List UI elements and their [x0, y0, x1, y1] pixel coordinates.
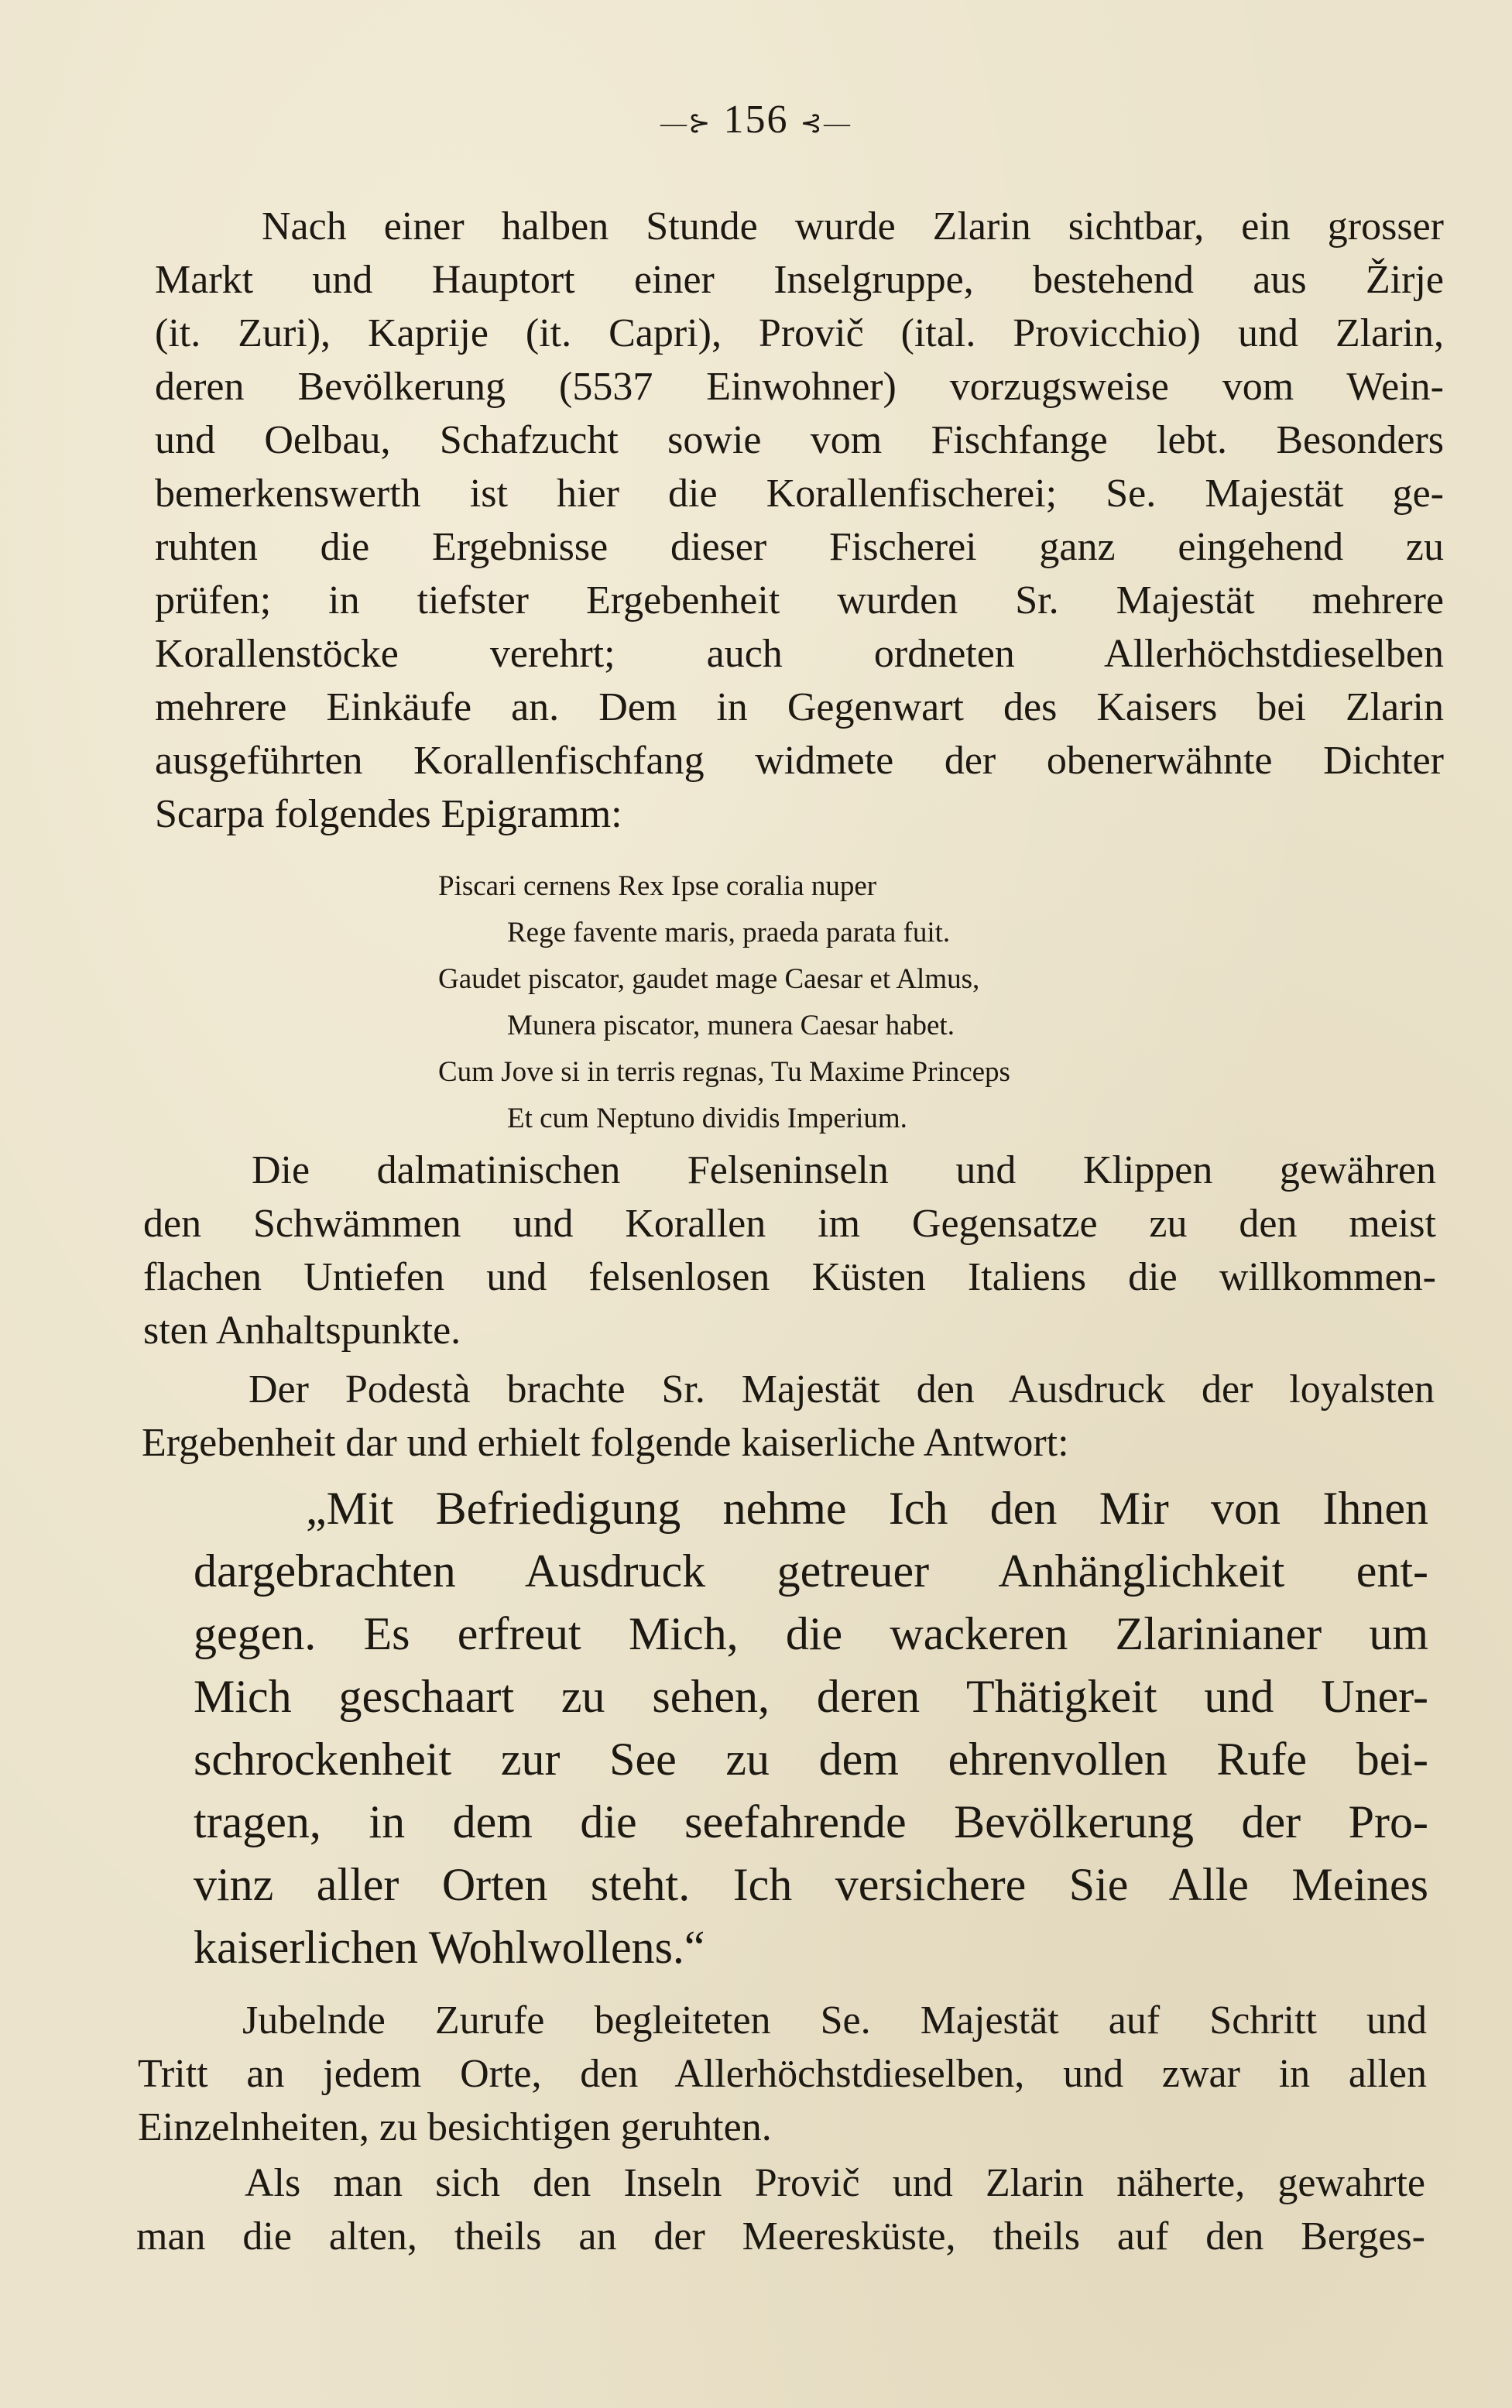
paragraph-1	[155, 200, 1444, 841]
text-line: Nach einer halben Stunde wurde Zlarin sichtbar, ein grosser	[262, 204, 1444, 249]
paragraph-5	[136, 2156, 1425, 2263]
poem-line: Munera piscator, munera Caesar habet.	[507, 1010, 955, 1041]
text-line: ruhten die Ergebnisse dieser Fischerei ganz eingehend zu	[155, 525, 1444, 569]
text-line: Korallenstöcke verehrt; auch ordneten Allerhöchstdieselben	[155, 632, 1444, 676]
header-ornament-left: —⊱	[660, 109, 712, 139]
imperial-reply	[194, 1477, 1428, 1979]
poem-line: Piscari cernens Rex Ipse coralia nuper	[438, 870, 877, 902]
page-number: 156	[723, 98, 789, 142]
text-line: deren Bevölkerung (5537 Einwohner) vorzugsweise vom Wein-	[155, 365, 1444, 409]
quote-line: vinz aller Orten steht. Ich versichere Sie Alle Meines	[194, 1859, 1428, 1910]
quote-line: Mich geschaart zu sehen, deren Thätigkeit und Uner-	[194, 1671, 1428, 1722]
poem-line: Cum Jove si in terris regnas, Tu Maxime Princeps	[438, 1056, 1010, 1088]
text-line: prüfen; in tiefster Ergebenheit wurden Sr. Majestät mehrere	[155, 578, 1444, 623]
quote-line: tragen, in dem die seefahrende Bevölkerung der Pro-	[194, 1796, 1428, 1847]
text-line: (it. Zuri), Kaprije (it. Capri), Provič (ital. Provicchio) und Zlarin,	[155, 311, 1444, 355]
text-line: Als man sich den Inseln Provič und Zlarin näherte, gewahrte	[245, 2161, 1425, 2205]
text-line: den Schwämmen und Korallen im Gegensatze zu den meist	[143, 1202, 1436, 1246]
page-header	[0, 97, 1512, 142]
text-line: Scarpa folgendes Epigramm:	[155, 792, 622, 836]
text-line: mehrere Einkäufe an. Dem in Gegenwart des Kaisers bei Zlarin	[155, 685, 1444, 729]
paragraph-2	[143, 1144, 1436, 1357]
text-line: bemerkenswerth ist hier die Korallenfischerei; Se. Majestät ge-	[155, 472, 1444, 516]
paragraph-4	[138, 1994, 1427, 2154]
poem-line: Et cum Neptuno dividis Imperium.	[507, 1103, 907, 1134]
text-line: flachen Untiefen und felsenlosen Küsten Italiens die willkommen-	[143, 1255, 1436, 1299]
quote-line: gegen. Es erfreut Mich, die wackeren Zlarinianer um	[194, 1608, 1428, 1659]
text-line: Tritt an jedem Orte, den Allerhöchstdieselben, und zwar in allen	[138, 2052, 1427, 2096]
text-line: man die alten, theils an der Meeresküste, theils auf den Berges-	[136, 2214, 1425, 2259]
quote-line: dargebrachten Ausdruck getreuer Anhänglichkeit ent-	[194, 1545, 1428, 1597]
poem-line: Rege favente maris, praeda parata fuit.	[507, 917, 951, 948]
text-line: Die dalmatinischen Felseninseln und Klippen gewähren	[252, 1148, 1436, 1192]
text-line: Markt und Hauptort einer Inselgruppe, bestehend aus Žirje	[155, 258, 1444, 302]
paragraph-3	[142, 1363, 1435, 1470]
text-line: sten Anhaltspunkte.	[143, 1309, 461, 1353]
header-ornament-right: ⊰—	[800, 109, 852, 139]
poem-line: Gaudet piscator, gaudet mage Caesar et Almus,	[438, 963, 980, 995]
text-line: Jubelnde Zurufe begleiteten Se. Majestät auf Schritt und	[242, 1998, 1427, 2043]
text-line: Der Podestà brachte Sr. Majestät den Ausdruck der loyalsten	[249, 1367, 1435, 1412]
text-line: ausgeführten Korallenfischfang widmete der obenerwähnte Dichter	[155, 739, 1444, 783]
text-line: und Oelbau, Schafzucht sowie vom Fischfange lebt. Besonders	[155, 418, 1444, 462]
text-line: Einzelnheiten, zu besichtigen geruhten.	[138, 2105, 772, 2149]
quote-line: „Mit Befriedigung nehme Ich den Mir von Ihnen	[306, 1483, 1428, 1534]
quote-line: kaiserlichen Wohlwollens.“	[194, 1922, 705, 1973]
quote-line: schrockenheit zur See zu dem ehrenvollen Rufe bei-	[194, 1734, 1428, 1785]
text-line: Ergebenheit dar und erhielt folgende kaiserliche Antwort:	[142, 1421, 1069, 1465]
